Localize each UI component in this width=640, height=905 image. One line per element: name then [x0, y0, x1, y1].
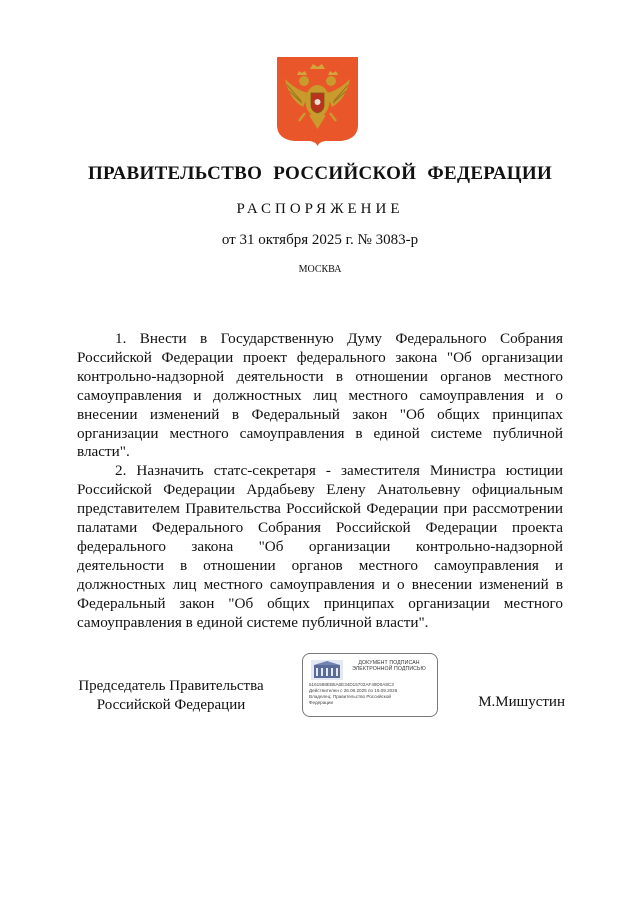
stamp-title-line-1: ДОКУМЕНТ ПОДПИСАН [358, 660, 420, 666]
document-body [77, 330, 563, 633]
stamp-certificate: 5161588EB5A0E34D15702AF49D0A8C3 [309, 682, 394, 687]
stamp-title-line-2: ЭЛЕКТРОННОЙ ПОДПИСЬЮ [352, 666, 426, 673]
document-type: РАСПОРЯЖЕНИЕ [236, 201, 404, 217]
document-date-number: от 31 октября 2025 г. № 3083-р [221, 232, 419, 248]
coat-of-arms-icon [275, 55, 360, 147]
signer-title [60, 677, 282, 714]
stamp-details [309, 682, 435, 706]
paragraph-1: 1. Внести в Государственную Думу Федерального Собрания Российской Федерации проект федерального закона "Об организации контрольно-надзорной деятельности в отношении органов местного самоуправления и должностных лиц местного самоуправления и о внесении изменений в Федеральный закон "Об общих принципах организации местного самоуправления в единой системе публичной власти". [77, 330, 563, 461]
stamp-title [343, 660, 435, 672]
stamp-owner-line-2: Федерации [309, 700, 334, 705]
signer-name: М.Мишустин [478, 694, 565, 710]
stamp-validity: Действителен с 26.06.2025 по 19.09.2026 [309, 688, 398, 693]
paragraph-2: 2. Назначить статс-секретаря - заместителя Министра юстиции Российской Федерации Ардабьеву Елену Анатольевну официальным представителем Правительства Российской Федерации при рассмотрении палатами Федерального Собрания Российской Федерации проекта федерального закона "Об организации контрольно-надзорной деятельности в отношении органов местного самоуправления и должностных лиц местного самоуправления и о внесении изменений в Федеральный закон "Об общих принципах организации местного самоуправления в единой системе публичной власти". [77, 462, 563, 631]
signer-title-line-2: Российской Федерации [96, 696, 246, 713]
government-building-icon [310, 659, 344, 681]
electronic-signature-stamp [302, 653, 438, 717]
government-title: ПРАВИТЕЛЬСТВО РОССИЙСКОЙ ФЕДЕРАЦИИ [87, 163, 553, 184]
signer-title-line-1: Председатель Правительства [78, 678, 264, 694]
document-city: МОСКВА [298, 264, 342, 275]
stamp-owner-line-1: Владелец: Правительство Российской [309, 694, 391, 699]
